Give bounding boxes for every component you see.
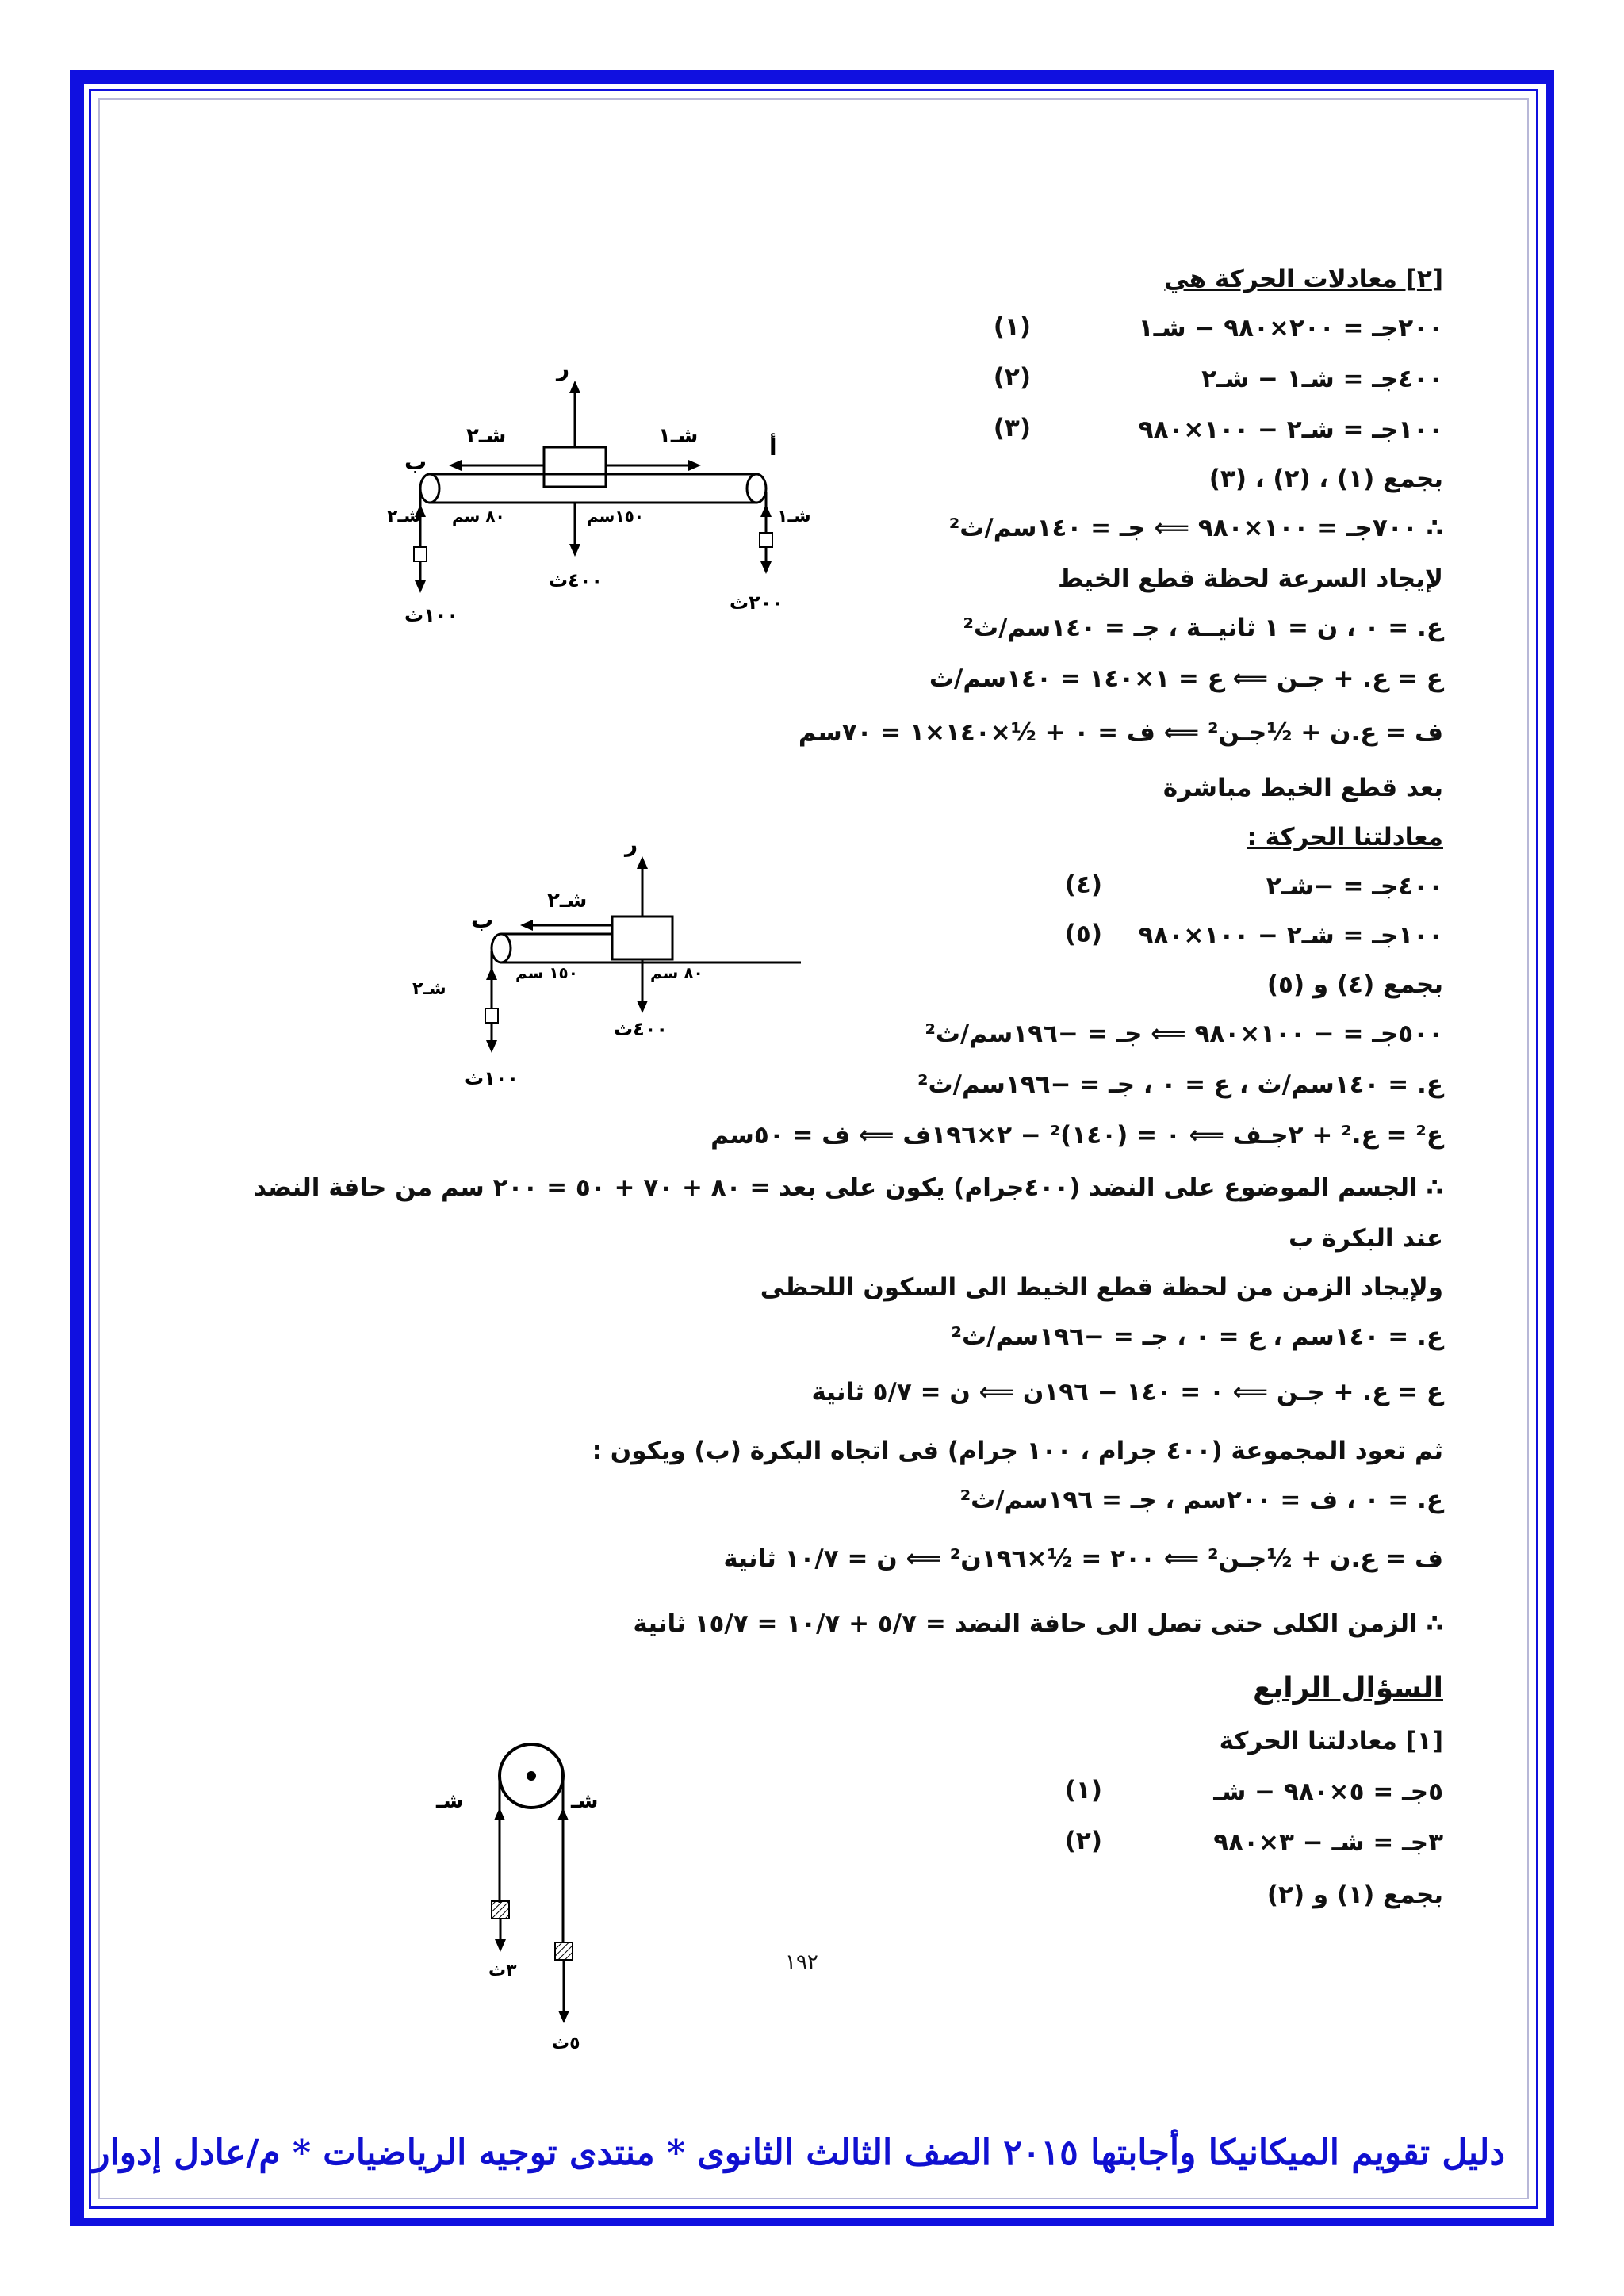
sum-line: بجمع (١) ، (٢) ، (٣) xyxy=(1208,465,1443,493)
equations-title-2: معادلتنا الحركة : xyxy=(1247,823,1443,851)
time-equation-2: ف = ع.ن + ½جـن² ⟸ ٢٠٠ = ½×١٩٦ن² ⟸ ن = ١٠/٧ ثانية xyxy=(723,1544,1443,1573)
after-cut-heading: بعد قطع الخيط مباشرة xyxy=(1162,774,1443,802)
pulley-a xyxy=(747,474,766,503)
pulley-b xyxy=(420,474,439,503)
equation-2-number: (٢) xyxy=(993,363,1031,392)
equation-4: ٤٠٠جـ = −شـ٢ xyxy=(1266,872,1443,901)
speed-heading: لإيجاد السرعة لحظة قطع الخيط xyxy=(1058,564,1443,593)
label-r: ر xyxy=(557,355,570,381)
acceleration-result-2: ٥٠٠جـ = − ١٠٠×٩٨٠ ⟸ جـ = −١٩٦سم/ث² xyxy=(925,1020,1443,1048)
footer-caption: دليل تقويم الميكانيكا وأجابتها ٢٠١٥ الصف الثالث الثانوى * منتدى توجيه الرياضيات * م/عادل إدوار xyxy=(93,2133,1505,2173)
conclusion-line: ∴ الجسم الموضوع على النضد (٤٠٠جرام) يكون على بعد = ٨٠ + ٧٠ + ٥٠ = ٢٠٠ سم من حافة النضد xyxy=(254,1173,1443,1202)
velocity-squared-equation: ع² = ع.² + ٢جـف ⟸ ٠ = (١٤٠)² − ٢×١٩٦ف ⟸ ف = ٥٠سم xyxy=(710,1121,1443,1150)
equation-3-number: (٣) xyxy=(993,414,1031,442)
mass-left-2: ١٠٠ث xyxy=(465,1067,519,1089)
time-equation: ع = ع. + جـن ⟸ ٠ = ١٤٠ − ١٩٦ن ⟸ ن = ٥/٧ ثانية xyxy=(811,1378,1443,1406)
time-heading: ولإيجاد الزمن من لحظة قطع الخيط الى السكون اللحظى xyxy=(760,1273,1443,1302)
q4-sum-line: بجمع (١) و (٢) xyxy=(1266,1881,1443,1909)
equation-1-number: (١) xyxy=(993,312,1031,341)
q4-equation-2-number: (٢) xyxy=(1064,1827,1102,1855)
given-values-4: ع. = ٠ ، ف = ٢٠٠سم ، جـ = ١٩٦سم/ث² xyxy=(959,1486,1443,1514)
equation-4-number: (٤) xyxy=(1064,871,1102,899)
given-values-1: ع. = ٠ ، ن = ١ ثانيــة ، جـ = ١٤٠سم/ث² xyxy=(963,614,1443,642)
mass-right: ٢٠٠ث xyxy=(730,591,784,614)
total-time-line: ∴ الزمن الكلى حتى تصل الى حافة النضد = ٥/٧ + ١٠/٧ = ١٥/٧ ثانية xyxy=(633,1609,1443,1638)
conclusion-line-2: عند البكرة ب xyxy=(1288,1224,1443,1253)
mass-5-block xyxy=(555,1942,573,1960)
pulley-axle xyxy=(527,1771,536,1781)
given-values-2: ع. = ١٤٠سم/ث ، ع = ٠ ، جـ = −١٩٦سم/ث² xyxy=(917,1070,1443,1099)
tension-2-label: شـ٢ xyxy=(466,424,507,448)
pulley-table-diagram-1 xyxy=(373,349,817,634)
tension-2-left: شـ٢ xyxy=(387,507,421,526)
block-400-2 xyxy=(612,916,672,959)
tension-2-left-2: شـ٢ xyxy=(412,979,446,999)
sum-line-2: بجمع (٤) و (٥) xyxy=(1266,970,1443,999)
hanging-mass-200 xyxy=(760,533,772,547)
acceleration-result: ∴ ٧٠٠جـ = ١٠٠×٩٨٠ ⟸ جـ = ١٤٠سم/ث² xyxy=(948,514,1443,542)
hanging-mass-100 xyxy=(414,547,427,561)
mass-center: ٤٠٠ث xyxy=(549,569,603,591)
tension-1-label: شـ١ xyxy=(658,424,699,448)
mass-5-label: ٥ث xyxy=(552,2034,580,2053)
label-a: أ xyxy=(769,434,777,461)
distance-left: ٨٠ سم xyxy=(452,507,505,526)
mass-left: ١٠٠ث xyxy=(404,604,459,626)
question4-title: السؤال الرابع xyxy=(1253,1672,1443,1705)
tension-left: شـ xyxy=(436,1789,464,1813)
velocity-equation: ع = ع. + جـن ⟸ ع = ١×١٤٠ = ١٤٠سم/ث xyxy=(929,664,1443,693)
return-statement: ثم تعود المجموعة (٤٠٠ جرام ، ١٠٠ جرام) فى اتجاه البكرة (ب) ويكون : xyxy=(592,1437,1443,1465)
mass-3-block xyxy=(492,1901,509,1919)
label-b-2: ب xyxy=(471,907,494,933)
single-pulley-diagram xyxy=(412,1728,666,2061)
hanging-mass-100-2 xyxy=(485,1008,498,1023)
given-values-3: ع. = ١٤٠سم ، ع = ٠ ، جـ = −١٩٦سم/ث² xyxy=(951,1322,1443,1351)
block-400 xyxy=(544,447,606,487)
distance-right: ١٥٠سم xyxy=(587,507,644,526)
tension-2-label-2: شـ٢ xyxy=(547,889,588,913)
equation-1: ٢٠٠جـ = ٢٠٠×٩٨٠ − شـ١ xyxy=(1138,314,1443,342)
distance-right-2: ٨٠ سم xyxy=(650,963,703,982)
label-r-2: ر xyxy=(625,831,638,857)
pulley-table-diagram-2 xyxy=(396,825,825,1094)
equation-5: ١٠٠جـ = شـ٢ − ١٠٠×٩٨٠ xyxy=(1138,921,1443,950)
q4-equation-1: ٥جـ = ٥×٩٨٠ − شـ xyxy=(1213,1777,1443,1806)
equation-5-number: (٥) xyxy=(1064,920,1102,948)
q4-equation-1-number: (١) xyxy=(1064,1776,1102,1804)
question4-subtitle: [١] معادلتنا الحركة xyxy=(1219,1727,1443,1755)
equation-2: ٤٠٠جـ = شـ١ − شـ٢ xyxy=(1201,365,1443,393)
tension-1-right: شـ١ xyxy=(777,507,811,526)
q4-equation-2: ٣جـ = شـ − ٣×٩٨٠ xyxy=(1213,1828,1443,1857)
equation-3: ١٠٠جـ = شـ٢ − ١٠٠×٩٨٠ xyxy=(1138,415,1443,444)
distance-equation: ف = ع.ن + ½جـن² ⟸ ف = ٠ + ½×١٤٠×١ = ٧٠سم xyxy=(798,718,1443,747)
label-b: ب xyxy=(404,449,427,475)
page-number: ١٩٢ xyxy=(785,1950,818,1974)
mass-center-2: ٤٠٠ث xyxy=(614,1018,668,1040)
section2-title: [٢] معادلات الحركة هي xyxy=(1164,265,1443,293)
distance-left-2: ١٥٠ سم xyxy=(515,963,578,982)
tension-right: شـ xyxy=(571,1789,599,1813)
mass-3-label: ٣ث xyxy=(488,1961,517,1980)
pulley-b-2 xyxy=(492,934,511,962)
